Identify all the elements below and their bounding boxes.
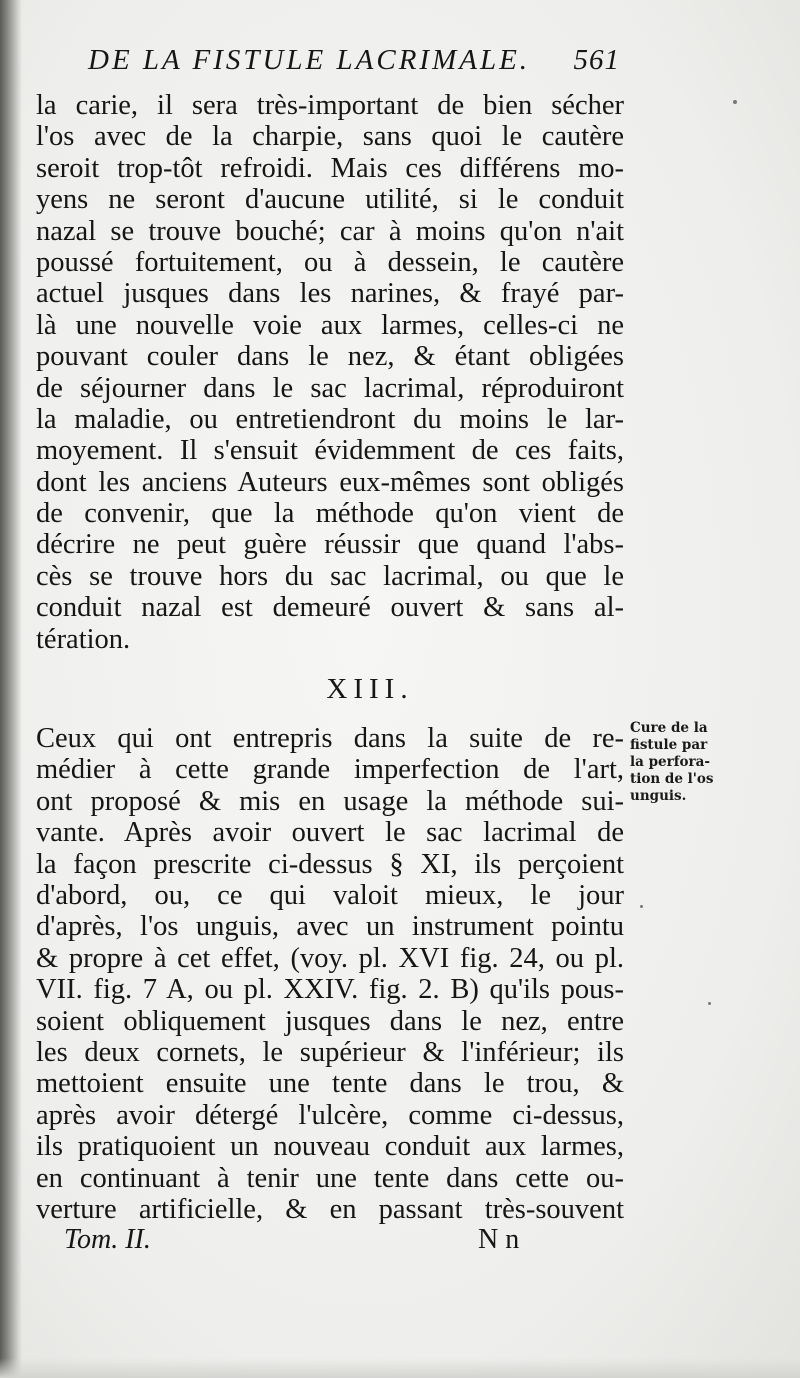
paragraph-section-xiii: [36, 723, 624, 1225]
text-line: actuel jusques dans les narines, & frayé par-: [36, 278, 624, 310]
text-line: décrire ne peut guère réussir que quand l'abs-: [36, 529, 624, 561]
section-heading: XIII.: [326, 673, 414, 706]
paper-speck: [708, 1002, 711, 1005]
text-line: la maladie, ou entretiendront du moins le lar-: [36, 403, 624, 435]
signature-mark: N n: [478, 1224, 520, 1255]
paper-speck: [640, 905, 643, 908]
running-head-title: DE LA FISTULE LACRIMALE.: [88, 44, 531, 76]
text-line: cès se trouve hors du sac lacrimal, ou que le: [36, 560, 624, 592]
running-head: [88, 44, 620, 92]
margin-note-line: tion de l'os: [630, 771, 714, 787]
text-line: les deux cornets, le supérieur & l'inférieur; ils: [36, 1036, 624, 1068]
text-line: & propre à cet effet, (voy. pl. XVI fig. 24, ou pl.: [36, 942, 624, 974]
margin-note-line: Cure de la: [630, 720, 708, 736]
paper-speck: [733, 100, 737, 104]
page-bottom-shadow: [0, 1358, 800, 1378]
margin-note-line: la perfora-: [630, 754, 710, 770]
text-line: l'os avec de la charpie, sans quoi le cautère: [36, 121, 624, 153]
margin-note-line: unguis.: [630, 788, 687, 804]
text-line: poussé fortuitement, ou à dessein, le cautère: [36, 246, 624, 278]
text-line: après avoir détergé l'ulcère, comme ci-dessus,: [36, 1099, 624, 1131]
text-line: pouvant couler dans le nez, & étant obligées: [36, 341, 624, 373]
text-line: VII. fig. 7 A, ou pl. XXIV. fig. 2. B) qu'ils pous-: [36, 974, 624, 1006]
text-line: yens ne seront d'aucune utilité, si le conduit: [36, 184, 624, 216]
margin-note: [630, 720, 770, 805]
text-line: soient obliquement jusques dans le nez, entre: [36, 1005, 624, 1037]
text-line: moyement. Il s'ensuit évidemment de ces faits,: [36, 435, 624, 467]
main-text-block: [36, 90, 624, 1225]
volume-label: Tom. II.: [64, 1224, 151, 1255]
text-line: vante. Après avoir ouvert le sac lacrimal de: [36, 817, 624, 849]
text-line: mettoient ensuite une tente dans le trou, &: [36, 1068, 624, 1100]
text-line: Ceux qui ont entrepris dans la suite de re-: [36, 723, 624, 755]
text-line: verture artificielle, & en passant très-souvent: [36, 1193, 624, 1225]
text-line: nazal se trouve bouché; car à moins qu'on n'ait: [36, 215, 624, 247]
text-line: seroit trop-tôt refroidi. Mais ces différens mo-: [36, 152, 624, 184]
page-gutter-shadow: [0, 0, 22, 1378]
text-line: médier à cette grande imperfection de l'art,: [36, 754, 624, 786]
text-line: là une nouvelle voie aux larmes, celles-ci ne: [36, 309, 624, 341]
text-line: tération.: [36, 623, 131, 655]
text-line: la carie, il sera très-important de bien sécher: [36, 90, 624, 121]
paragraph-continued: [36, 90, 624, 655]
text-line: dont les anciens Auteurs eux-mêmes sont obligés: [36, 466, 624, 498]
text-line: conduit nazal est demeuré ouvert & sans al-: [36, 592, 624, 624]
text-line: ils pratiquoient un nouveau conduit aux larmes,: [36, 1131, 624, 1163]
margin-note-line: fistule par: [630, 737, 708, 753]
text-line: la façon prescrite ci-dessus § XI, ils perçoient: [36, 848, 624, 880]
text-line: d'après, l'os unguis, avec un instrument pointu: [36, 911, 624, 943]
text-line: de séjourner dans le sac lacrimal, réproduiront: [36, 372, 624, 404]
text-line: ont proposé & mis en usage la méthode sui-: [36, 785, 624, 817]
text-line: en continuant à tenir une tente dans cette ou-: [36, 1162, 624, 1194]
page-number: 561: [573, 44, 620, 76]
text-line: d'abord, ou, ce qui valoit mieux, le jour: [36, 879, 624, 911]
text-line: de convenir, que la méthode qu'on vient de: [36, 498, 624, 530]
